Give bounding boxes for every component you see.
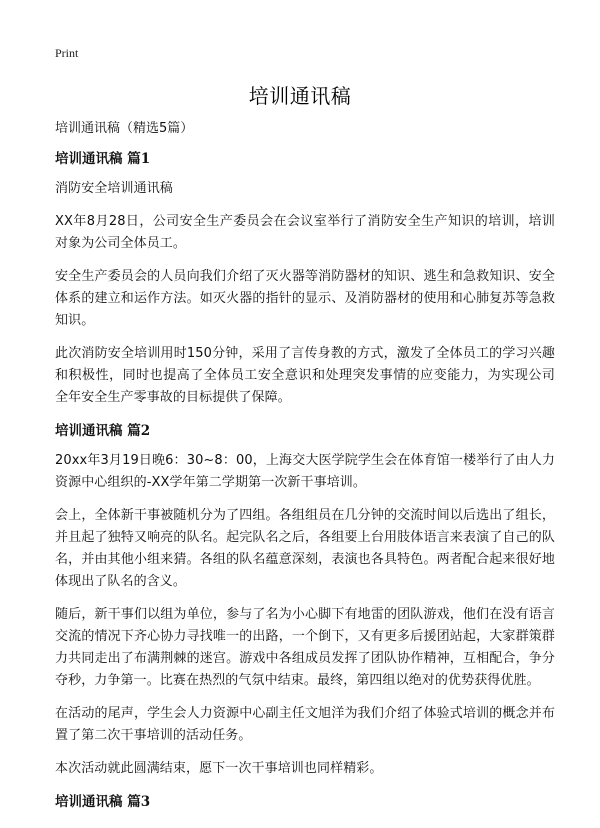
paragraph: 20xx年3月19日晚6：30~8：00，上海交大医学院学生会在体育馆一楼举行了由人力资源中心组织的-XX学年第二学期第一次新干事培训。 xyxy=(55,453,555,490)
paragraph: 随后，新干事们以组为单位，参与了名为小心脚下有地雷的团队游戏，他们在没有语言交流的情况下齐心协力寻找唯一的出路，一个倒下，又有更多后援团站起，大家群策群力共同走出了布满荆棘的迷宫。游戏中各组成员发挥了团队协作精神，互相配合，争分夺秒，力争第一。比赛在热烈的气氛中结束。最终，第四组以绝对的优势获得优胜。 xyxy=(55,607,555,688)
paragraph: XX年8月28日，公司安全生产委员会在会议室举行了消防安全生产知识的培训，培训对象为公司全体员工。 xyxy=(55,214,555,251)
paragraph: 消防安全培训通讯稿 xyxy=(55,181,173,196)
document-subtitle: 培训通讯稿（精选5篇） xyxy=(55,121,194,136)
print-link[interactable]: Print xyxy=(55,46,79,60)
section-heading-3: 培训通讯稿 篇3 xyxy=(55,794,151,810)
paragraph: 本次活动就此圆满结束，愿下一次干事培训也同样精彩。 xyxy=(55,761,383,776)
document-body xyxy=(55,118,555,821)
section-heading-2: 培训通讯稿 篇2 xyxy=(55,423,151,439)
section-heading-1: 培训通讯稿 篇1 xyxy=(55,151,151,167)
document-title: 培训通讯稿 xyxy=(248,84,352,108)
paragraph: 安全生产委员会的人员向我们介绍了灭火器等消防器材的知识、逃生和急救知识、安全体系的建立和运作方法。如灭火器的指针的显示、及消防器材的使用和心肺复苏等急救知识。 xyxy=(55,269,555,328)
paragraph: 此次消防安全培训用时150分钟，采用了言传身教的方式，激发了全体员工的学习兴趣和积极性，同时也提高了全体员工安全意识和处理突发事情的应变能力，为实现公司 全年安全生产零事故的目标提供了保障。 xyxy=(55,346,555,405)
paragraph: 会上，全体新干事被随机分为了四组。各组组员在几分钟的交流时间以后选出了组长，并且起了独特又响亮的队名。起完队名之后，各组要上台用肢体语言来表演了自己的队名，并由其他小组来猜。各组的队名蕴意深刻，表演也各具特色。两者配合起来很好地体现出了队名的含义。 xyxy=(55,508,555,589)
paragraph: 在活动的尾声，学生会人力资源中心副主任文旭洋为我们介绍了体验式培训的概念并布置了第二次干事培训的活动任务。 xyxy=(55,706,555,743)
